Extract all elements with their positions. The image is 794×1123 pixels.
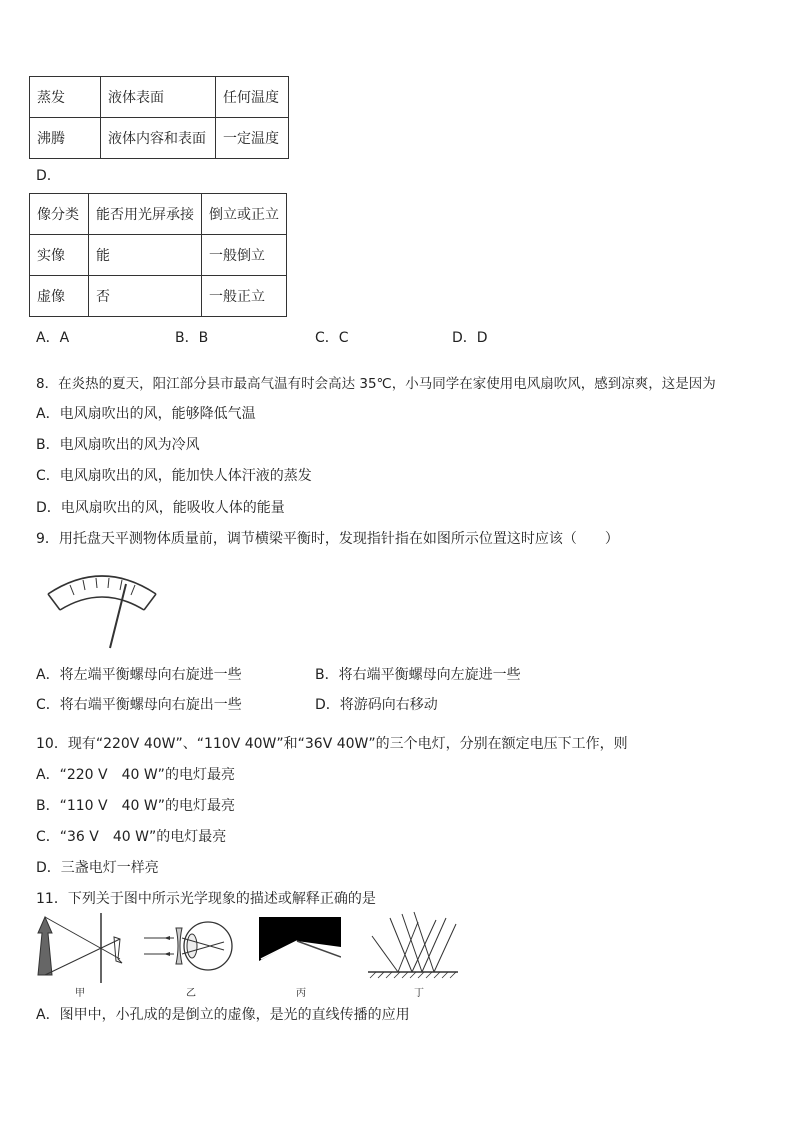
question-9-option-d: D．将游码向右移动 (315, 697, 438, 713)
question-10-option-d: D．三盏电灯一样亮 (36, 860, 159, 876)
table-row (30, 194, 287, 235)
table-cell: 能 (89, 235, 202, 276)
table-cell: 能否用光屏承接 (89, 194, 202, 235)
eye-lens-figure (144, 916, 236, 978)
table-row (30, 118, 289, 159)
pinhole-figure (34, 913, 126, 983)
question-8-option-a: A．电风扇吹出的风，能够降低气温 (36, 406, 256, 422)
table-cell: 实像 (30, 235, 89, 276)
question-8-option-b: B．电风扇吹出的风为冷风 (36, 437, 200, 453)
table-row (30, 235, 287, 276)
choice-c: C．C (315, 330, 349, 346)
table-row (30, 77, 289, 118)
balance-pointer-figure (40, 562, 165, 652)
question-10-option-a: A．“220 V 40 W”的电灯最亮 (36, 767, 235, 783)
table-cell: 虚像 (30, 276, 89, 317)
refraction-figure (259, 917, 341, 977)
choice-b: B．B (175, 330, 209, 346)
question-9-option-b: B．将右端平衡螺母向左旋进一些 (315, 667, 521, 683)
table-cell: 否 (89, 276, 202, 317)
figure-label-ding: 丁 (414, 988, 424, 999)
table-cell: 倒立或正立 (202, 194, 287, 235)
question-9-option-c: C．将右端平衡螺母向右旋出一些 (36, 697, 242, 713)
table-cell: 一定温度 (216, 118, 289, 159)
table-cell: 任何温度 (216, 77, 289, 118)
question-10-stem: 10．现有“220V 40W”、“110V 40W”和“36V 40W”的三个电灯，分别在额定电压下工作，则 (36, 736, 628, 752)
question-10-option-b: B．“110 V 40 W”的电灯最亮 (36, 798, 235, 814)
question-11-stem: 11．下列关于图中所示光学现象的描述或解释正确的是 (36, 891, 376, 907)
table-cell: 液体内容和表面 (101, 118, 216, 159)
choice-d: D．D (452, 330, 488, 346)
image-type-table (29, 193, 287, 317)
question-8-option-d: D．电风扇吹出的风，能吸收人体的能量 (36, 500, 285, 516)
table-cell: 蒸发 (30, 77, 101, 118)
figure-label-bing: 丙 (296, 988, 306, 999)
table-cell: 像分类 (30, 194, 89, 235)
question-9-option-a: A．将左端平衡螺母向右旋进一些 (36, 667, 242, 683)
table-cell: 一般正立 (202, 276, 287, 317)
figure-label-jia: 甲 (75, 988, 85, 999)
question-8-stem: 8．在炎热的夏天，阳江部分县市最高气温有时会高达 35℃，小马同学在家使用电风扇吹风，感到凉爽，这是因为 (36, 376, 716, 392)
question-9-stem: 9．用托盘天平测物体质量前，调节横梁平衡时，发现指针指在如图所示位置这时应该（ ） (36, 531, 619, 547)
question-11-option-a: A．图甲中，小孔成的是倒立的虚像，是光的直线传播的应用 (36, 1007, 410, 1023)
table-row (30, 276, 287, 317)
table-cell: 液体表面 (101, 77, 216, 118)
table-cell: 沸腾 (30, 118, 101, 159)
option-d-label: D. (36, 168, 52, 184)
question-8-option-c: C．电风扇吹出的风，能加快人体汗液的蒸发 (36, 468, 312, 484)
figure-label-yi: 乙 (186, 988, 196, 999)
state-change-table (29, 76, 289, 159)
reflection-figure (366, 910, 460, 980)
table-cell: 一般倒立 (202, 235, 287, 276)
choice-a: A．A (36, 330, 70, 346)
question-10-option-c: C．“36 V 40 W”的电灯最亮 (36, 829, 227, 845)
